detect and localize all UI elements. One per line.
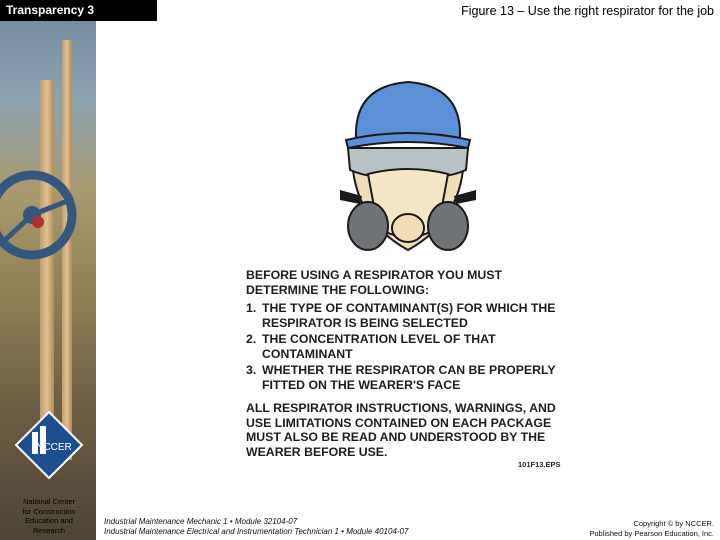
respirator-illustration: [338, 78, 478, 258]
list-item-number: 1.: [246, 301, 257, 315]
list-item: [246, 301, 576, 330]
module-line: Industrial Maintenance Electrical and Instrumentation Technician 1 • Module 40104-07: [104, 527, 409, 536]
module-credits: [104, 517, 408, 537]
copyright-line: Published by Pearson Education, Inc.: [589, 528, 714, 538]
instructions-list: [246, 301, 576, 392]
transparency-tab: Transparency 3: [0, 0, 157, 21]
list-item-text: THE CONCENTRATION LEVEL OF THAT CONTAMINANT: [262, 332, 496, 361]
copyright-line: Copyright © by NCCER.: [633, 519, 714, 528]
figure-file-label: 101F13.EPS: [518, 460, 561, 469]
list-item-text: WHETHER THE RESPIRATOR CAN BE PROPERLY FITTED ON THE WEARER'S FACE: [262, 363, 556, 392]
respirator-instructions: [246, 268, 576, 459]
warning-text: ALL RESPIRATOR INSTRUCTIONS, WARNINGS, AND USE LIMITATIONS CONTAINED ON EACH PACKAGE MUST ALSO BE READ AND UNDERSTOOD BY THE WEARER BEFORE USE.: [246, 401, 556, 459]
figure-title: Figure 13 – Use the right respirator for the job: [461, 4, 714, 18]
logo-text: NCCER: [36, 442, 72, 453]
instructions-intro: BEFORE USING A RESPIRATOR YOU MUST DETERMINE THE FOLLOWING:: [246, 268, 502, 297]
module-line: Industrial Maintenance Mechanic 1 • Module 32104-07: [104, 517, 298, 526]
org-name: [8, 497, 90, 535]
list-item-number: 3.: [246, 363, 257, 377]
org-name-line: National Center: [22, 497, 76, 506]
org-name-line: Education and: [25, 516, 73, 525]
copyright: [589, 519, 714, 538]
org-name-line: Research: [32, 525, 66, 535]
list-item-number: 2.: [246, 332, 257, 346]
nccer-logo: [14, 410, 84, 480]
org-name-line: for Construction: [22, 506, 76, 516]
list-item: [246, 363, 576, 392]
list-item-text: THE TYPE OF CONTAMINANT(S) FOR WHICH THE RESPIRATOR IS BEING SELECTED: [262, 301, 556, 330]
list-item: [246, 332, 576, 361]
